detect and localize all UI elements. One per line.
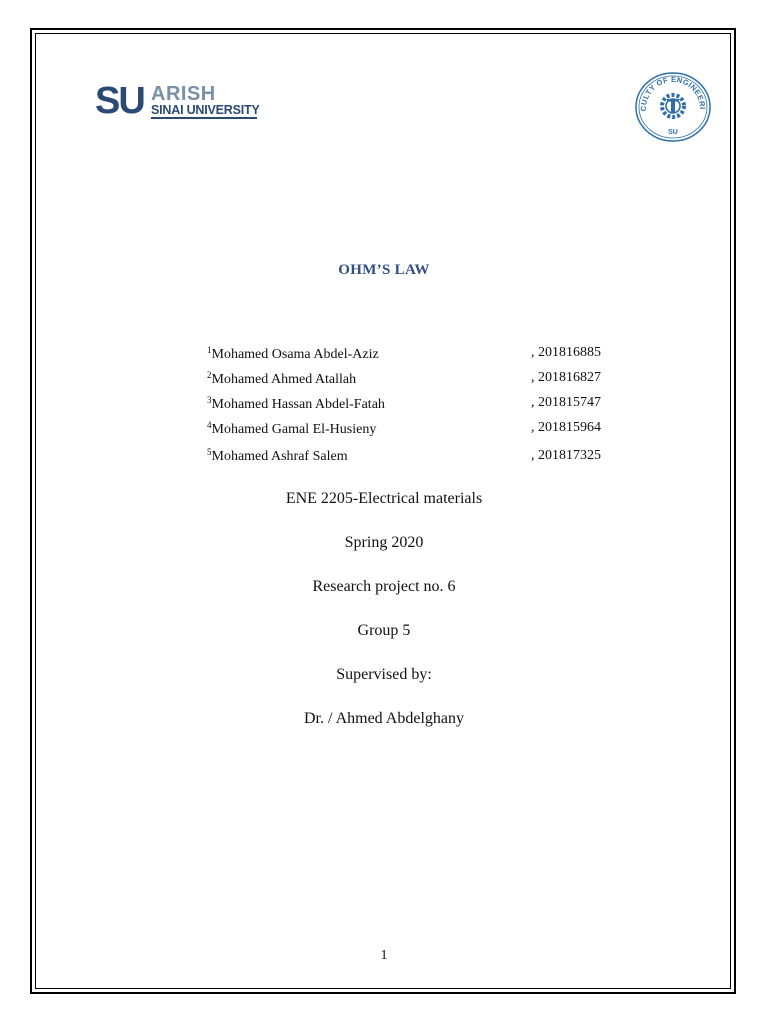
- author-number: 1: [207, 345, 212, 355]
- course-line: ENE 2205-Electrical materials: [285, 490, 483, 507]
- group-line: Group 5: [357, 622, 411, 639]
- student-id: , 201817325: [531, 448, 601, 463]
- author-name-text: Mohamed Gamal El-Husieny: [211, 422, 377, 437]
- author-name: [207, 345, 379, 363]
- logo-sinai-text: SINAI UNIVERSITY: [151, 103, 260, 117]
- author-name-text: Mohamed Ashraf Salem: [211, 449, 348, 464]
- author-name: [207, 447, 348, 465]
- seal-icon: [634, 71, 712, 143]
- author-number: 5: [207, 447, 212, 457]
- logo-arish-text: ARISH: [151, 83, 216, 105]
- faculty-of-engineering-seal: [634, 71, 712, 143]
- supervised-by-label: Supervised by:: [336, 666, 432, 683]
- author-number: 3: [207, 395, 212, 405]
- semester-line: Spring 2020: [344, 534, 424, 551]
- student-id: , 201815747: [531, 395, 601, 410]
- author-name-text: Mohamed Hassan Abdel-Fatah: [211, 397, 385, 412]
- supervisor-name: Dr. / Ahmed Abdelghany: [304, 710, 464, 727]
- svg-text:FACULTY OF ENGINEERING: CULTY OF ENGINEERI: [638, 74, 708, 112]
- logo-underline: [151, 117, 257, 119]
- student-id: , 201816827: [531, 370, 601, 385]
- author-name: [207, 395, 385, 413]
- project-line: Research project no. 6: [312, 578, 456, 595]
- author-number: 2: [207, 370, 212, 380]
- svg-text:SU: SU: [668, 129, 678, 136]
- logo-su-text: SU: [95, 80, 144, 122]
- author-name-text: Mohamed Ahmed Atallah: [211, 372, 357, 387]
- author-name: [207, 420, 376, 438]
- document-title: OHM’S LAW: [338, 262, 430, 278]
- page-border-inner: [35, 33, 731, 989]
- student-id: , 201815964: [531, 420, 601, 435]
- student-id: , 201816885: [531, 345, 601, 360]
- author-name: [207, 370, 356, 388]
- author-number: 4: [207, 420, 212, 430]
- page-number: 1: [380, 948, 388, 963]
- author-name-text: Mohamed Osama Abdel-Aziz: [211, 347, 379, 362]
